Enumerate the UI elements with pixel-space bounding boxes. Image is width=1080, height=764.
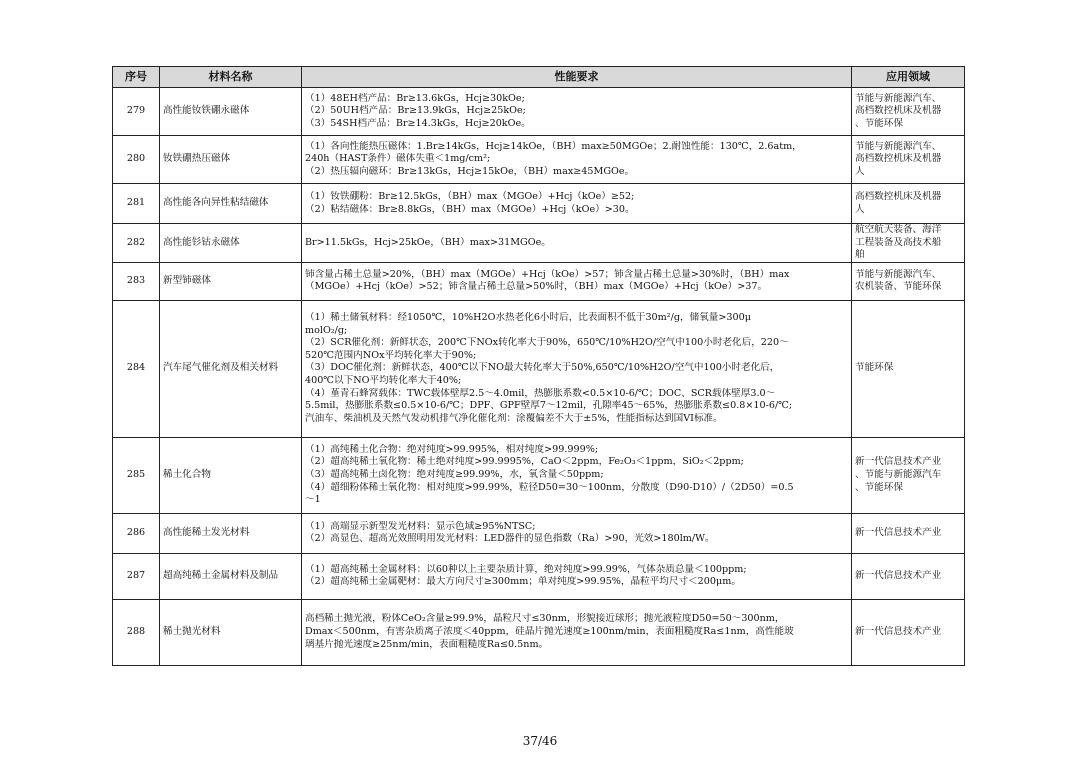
table-row (113, 599, 965, 665)
requirement-line: （2）粘结磁体：Br≥8.8kGs，（BH）max（MGOe）+Hcj（kOe）>30。 (305, 203, 635, 215)
requirement-line: （3）54SH档产品：Br≥14.3kGs，Hcj≥20kOe。 (305, 117, 531, 129)
application-line: 节能与新能源汽车、 (855, 268, 942, 280)
application-line: 农机装备、节能环保 (855, 281, 942, 293)
row-number: 279 (113, 88, 160, 136)
application-field (852, 262, 965, 300)
table-row (113, 300, 965, 437)
performance-requirements (302, 262, 852, 300)
requirement-line: （2）热压辐向磁环：Br≥13kGs，Hcj≥15kOe，（BH）max≥45MGOe。 (305, 165, 635, 177)
application-line: 工程装备及高技术船 (855, 236, 942, 248)
page-number: 37/46 (522, 734, 558, 748)
table-row (113, 136, 965, 184)
application-line: 、节能环保 (855, 481, 903, 493)
requirement-line: （1）超高纯稀土金属材料：以60种以上主要杂质计算，绝对纯度>99.99%，气体杂质总量＜100ppm; (305, 563, 747, 575)
performance-requirements (302, 184, 852, 224)
material-name: 稀土抛光材料 (160, 599, 302, 665)
application-line: 节能环保 (855, 362, 894, 374)
requirement-line: 520℃范围内NOx平均转化率大于90%; (305, 349, 477, 361)
performance-requirements (302, 300, 852, 437)
application-line: 、节能环保 (855, 117, 903, 129)
row-number: 284 (113, 300, 160, 437)
header-name: 材料名称 (160, 67, 302, 88)
application-line: 、节能与新能源汽车 (855, 468, 942, 480)
requirement-line: （2）超高纯稀土金属靶材：最大方向尺寸≥300mm；单对纯度>99.95%，晶粒平均尺寸＜200μm。 (305, 576, 741, 588)
row-number: 288 (113, 599, 160, 665)
application-line: 新一代信息技术产业 (855, 569, 942, 581)
requirement-line: （1）48EH档产品：Br≥13.6kGs，Hcj≥30kOe; (305, 92, 525, 104)
requirement-line: （2）50UH档产品：Br≥13.9kGs，Hcj≥25kOe; (305, 105, 526, 117)
application-line: 舶 (855, 249, 865, 261)
material-name: 汽车尾气催化剂及相关材料 (160, 300, 302, 437)
requirement-line: 璃基片抛光速度≥25nm/min，表面粗糙度Ra≤0.5nm。 (305, 638, 549, 650)
application-line: 高档数控机床及机器 (855, 105, 942, 117)
header-application: 应用领域 (852, 67, 965, 88)
requirement-line: （2）SCR催化剂：新鲜状态，200℃下NOx转化率大于90%，650℃/10%H2O/空气中100小时老化后，220～ (305, 337, 789, 349)
application-field (852, 184, 965, 224)
requirement-line: 高档稀土抛光液，粉体CeO₂含量≥99.9%，晶粒尺寸≤30nm，形貌接近球形；抛光液粒度D50=50～300nm， (305, 613, 785, 625)
application-field (852, 437, 965, 513)
requirement-line: （1）稀土储氧材料：经1050℃，10%H2O水热老化6小时后，比表面积不低于30m²/g，储氧量>300μ (305, 312, 751, 324)
requirement-line: 5.5mil，热膨胀系数≤0.5×10-6/℃；DPF、GPF壁厚7～12mil，孔隙率45～65%，热膨胀系数≤0.8×10-6/℃; (305, 400, 793, 412)
header-no: 序号 (113, 67, 160, 88)
header-requirements: 性能要求 (302, 67, 852, 88)
requirement-line: （MGOe）+Hcj（kOe）>52；铈含量占稀土总量>50%时，（BH）max（MGOe）+Hcj（kOe）>37。 (305, 281, 768, 293)
materials-table (112, 66, 965, 666)
material-name: 钕铁硼热压磁体 (160, 136, 302, 184)
performance-requirements (302, 513, 852, 553)
requirement-line: （1）高纯稀土化合物：绝对纯度>99.995%，相对纯度>99.999%; (305, 443, 599, 455)
requirement-line: Br>11.5kGs，Hcj>25kOe，（BH）max>31MGOe。 (305, 236, 551, 248)
material-name: 高性能各向异性粘结磁体 (160, 184, 302, 224)
table-row (113, 224, 965, 263)
performance-requirements (302, 88, 852, 136)
row-number: 287 (113, 553, 160, 599)
application-line: 新一代信息技术产业 (855, 456, 942, 468)
application-line: 节能与新能源汽车、 (855, 140, 942, 152)
row-number: 281 (113, 184, 160, 224)
requirement-line: 汽油车、柴油机及天然气发动机排气净化催化剂：涂覆偏差不大于±5%，性能指标达到国VI标准。 (305, 412, 723, 424)
row-number: 285 (113, 437, 160, 513)
application-line: 高档数控机床及机器 (855, 153, 942, 165)
application-line: 新一代信息技术产业 (855, 526, 942, 538)
table-row (113, 513, 965, 553)
requirement-line: （4）超细粉体稀土氧化物：相对纯度>99.99%，粒径D50=30～100nm，分散度（D90-D10）/（2D50）=0.5 (305, 481, 794, 493)
table-row (113, 437, 965, 513)
requirement-line: （1）各向性能热压磁体：1.Br≥14kGs，Hcj≥14kOe，（BH）max≥50MGOe；2.耐蚀性能：130℃，2.6atm， (305, 140, 802, 152)
table-row (113, 88, 965, 136)
application-line: 新一代信息技术产业 (855, 625, 942, 637)
application-line: 人 (855, 165, 865, 177)
performance-requirements (302, 553, 852, 599)
application-field (852, 88, 965, 136)
row-number: 280 (113, 136, 160, 184)
application-line: 高档数控机床及机器 (855, 190, 942, 202)
row-number: 282 (113, 224, 160, 263)
table-row (113, 553, 965, 599)
requirement-line: （4）堇青石蜂窝载体：TWC载体壁厚2.5～4.0mil，热膨胀系数<0.5×10-6/℃；DOC、SCR载体壁厚3.0～ (305, 387, 776, 399)
performance-requirements (302, 599, 852, 665)
material-name: 新型铈磁体 (160, 262, 302, 300)
material-name: 高性能钕铁硼永磁体 (160, 88, 302, 136)
requirement-line: （1）钕铁硼粉：Br≥12.5kGs，（BH）max（MGOe）+Hcj（kOe）≥52; (305, 190, 635, 202)
requirement-line: ～1 (305, 494, 321, 506)
performance-requirements (302, 437, 852, 513)
application-field (852, 300, 965, 437)
requirement-line: （2）超高纯稀土氧化物：稀土绝对纯度>99.9995%，CaO＜2ppm，Fe₂O₃＜1ppm，SiO₂＜2ppm; (305, 456, 744, 468)
table-row (113, 262, 965, 300)
application-field (852, 599, 965, 665)
requirement-line: 240h（HAST条件）磁体失重＜1mg/cm²; (305, 153, 491, 165)
application-line: 航空航天装备、海洋 (855, 224, 942, 235)
application-line: 节能与新能源汽车、 (855, 92, 942, 104)
requirement-line: 400℃以下NO平均转化率大于40%; (305, 375, 462, 387)
material-name: 超高纯稀土金属材料及制品 (160, 553, 302, 599)
requirement-line: molO₂/g; (305, 324, 348, 336)
performance-requirements (302, 136, 852, 184)
requirement-line: （3）超高纯稀土卤化物：绝对纯度≥99.99%，水，氧含量＜50ppm; (305, 468, 604, 480)
requirement-line: （3）DOC催化剂：新鲜状态，400℃以下NO最大转化率大于50%,650℃/10%H2O/空气中100小时老化后， (305, 362, 780, 374)
requirement-line: （2）高显色、超高光效照明用发光材料：LED器件的显色指数（Ra）>90，光效>180lm/W。 (305, 533, 715, 545)
requirement-line: 铈含量占稀土总量>20%，（BH）max（MGOe）+Hcj（kOe）>57；铈含量占稀土总量>30%时，（BH）max (305, 268, 790, 280)
performance-requirements (302, 224, 852, 263)
application-field (852, 224, 965, 263)
table-body (113, 88, 965, 666)
application-field (852, 136, 965, 184)
requirement-line: （1）高端显示新型发光材料：显示色域≥95%NTSC; (305, 520, 536, 532)
application-line: 人 (855, 203, 865, 215)
table-header-row (113, 67, 965, 88)
material-name: 高性能钐钴永磁体 (160, 224, 302, 263)
requirement-line: Dmax＜500nm，有害杂质离子浓度＜40ppm，硅晶片抛光速度≥100nm/min，表面粗糙度Ra≤1nm，高性能玻 (305, 625, 794, 637)
table-row (113, 184, 965, 224)
application-field (852, 553, 965, 599)
application-field (852, 513, 965, 553)
material-name: 稀土化合物 (160, 437, 302, 513)
row-number: 286 (113, 513, 160, 553)
material-name: 高性能稀土发光材料 (160, 513, 302, 553)
row-number: 283 (113, 262, 160, 300)
